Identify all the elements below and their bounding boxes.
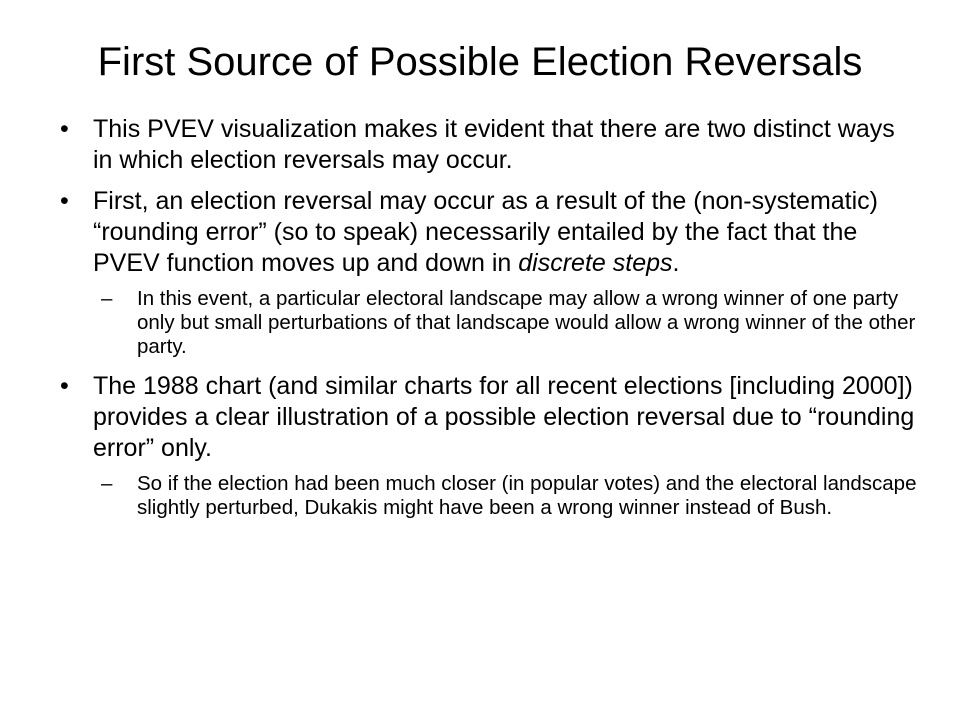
bullet-text: This PVEV visualization makes it evident that there are two distinct ways in which election reversals may occur.	[93, 115, 895, 174]
bullet-text-part: First, an election reversal may occur as a result of the (non-systematic) “rounding error” (so to speak) necessarily entailed by the fact that the PVEV function moves up and down in	[93, 187, 879, 277]
bullet-text-italic: discrete steps	[518, 249, 673, 277]
sub-bullet-item-1	[60, 287, 920, 359]
bullet-marker: •	[60, 372, 69, 400]
sub-bullet-marker: –	[101, 287, 113, 310]
bullet-text: The 1988 chart (and similar charts for all recent elections [including 2000]) provides a clear illustration of a possible election reversal due to “rounding error” only.	[93, 372, 915, 462]
slide-body	[60, 114, 920, 532]
slide-title: First Source of Possible Election Reversals	[97, 40, 863, 84]
bullet-item-3	[60, 371, 920, 464]
bullet-marker: •	[60, 115, 69, 143]
bullet-text	[93, 187, 878, 277]
bullet-marker: •	[60, 187, 69, 215]
sub-bullet-item-2	[60, 472, 920, 520]
sub-bullet-text: So if the election had been much closer (in popular votes) and the electoral landscape slightly perturbed, Dukakis might have been a wrong winner instead of Bush.	[137, 472, 917, 519]
sub-bullet-marker: –	[101, 472, 113, 495]
bullet-item-2	[60, 186, 920, 279]
sub-bullet-text: In this event, a particular electoral landscape may allow a wrong winner of one party only but small perturbations of that landscape would allow a wrong winner of the other party.	[137, 287, 916, 358]
bullet-item-1	[60, 114, 920, 176]
bullet-text-part: .	[672, 249, 680, 277]
